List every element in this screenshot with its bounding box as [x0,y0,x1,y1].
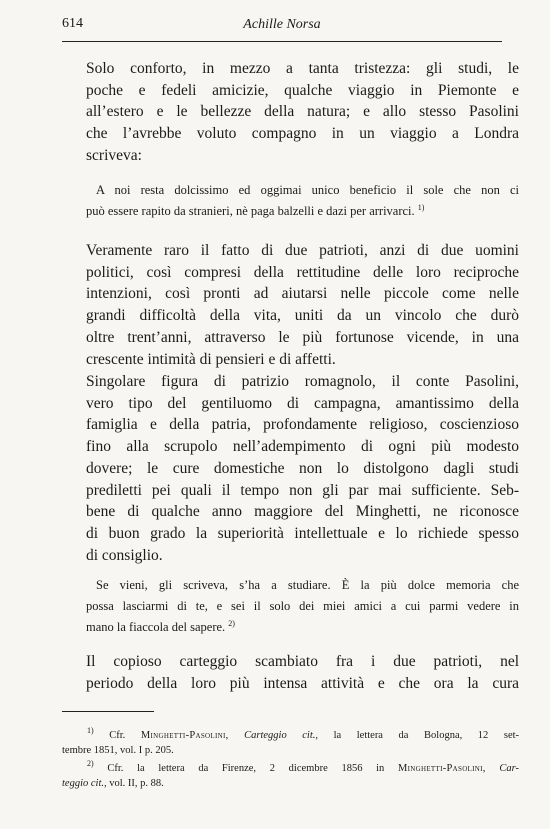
header-rule [62,41,502,42]
footnote-2-marker: 2) [87,759,94,768]
paragraph-3-line-8: di buon grado la superiorità intellettuale e lo richiede spesso [86,524,519,542]
footnote-2-continuation: vol. II, p. 88. [109,778,164,789]
paragraph-2-line-6: crescente intimità di pensieri e di affetti. [86,350,336,368]
paragraph-2-line-2: politici, così compresi della rettitudine delle loro reciproche [86,263,519,281]
quote-2-line-3: mano la fiaccola del sapere. [86,620,226,634]
paragraph-1-line-2: poche e fedeli amicizie, qualche viaggio in Piemonte e [86,81,519,99]
paragraph-3-line-4: fino alla scrupolo nell’adempimento di ogni più modesto [86,438,519,456]
quote-2-line-3-wrap [86,617,519,638]
quote-2 [86,575,519,638]
paragraph-3-line-5: dovere; le cure domestiche non lo distolgono dagli studi [86,459,519,477]
quote-1-line-1: A noi resta dolcissimo ed oggimai unico beneficio il sole che non ci [96,183,519,197]
paragraph-3-line-7: bene di qualche anno maggiore del Minghetti, ne riconosce [86,503,519,521]
footnote-marker-2: 2) [228,619,235,628]
quote-2-line-1: Se vieni, gli scriveva, s’ha a studiare. È la più dolce memoria che [96,578,519,592]
footnotes [62,728,519,791]
paragraph-2-line-3: intenzioni, così pronti ad aiutarsi nelle piccole come nelle [86,285,519,303]
footnote-2-author: Minghetti-Pasolini, [398,763,486,774]
paragraph-1-line-3: all’estero e le bellezze della natura; e allo stesso Pasolini [86,103,519,121]
paragraph-3-line-3: famiglia e della patria, profondamente religioso, coscienzioso [86,416,519,434]
paragraph-4-line-1: Il copioso carteggio scambiato fra i due patrioti, nel [86,653,519,670]
footnote-2-line-2 [62,776,519,791]
footnote-1-author: Minghetti-Pasolini, [140,730,229,741]
footnote-1-marker: 1) [87,726,94,735]
paragraph-1-line-4: che l’avrebbe voluto compagno in un viaggio a Londra [86,125,519,143]
quote-2-line-2: possa lasciarmi di te, e sei il solo dei miei amici a cui parmi vedere in [86,599,519,613]
paragraph-2-line-4: grandi difficoltà della vita, uniti da un vincolo che durò [86,307,519,325]
paragraph-3-line-9: di consiglio. [86,546,163,564]
paragraph-1-line-5: scriveva: [86,146,142,164]
paragraph-4 [86,651,519,694]
paragraph-4-line-2: periodo della loro più intensa attività e che ora la cura [86,674,519,692]
running-head: Achille Norsa [243,17,321,32]
footnote-1-line-1 [62,728,519,743]
paragraph-2-line-1: Veramente raro il fatto di due patrioti, anzi di due uomini [86,242,519,259]
paragraph-2-line-5: oltre trent’anni, attraverso le più fortunose vicende, in una [86,328,519,346]
page-number: 614 [62,16,83,31]
page-header [62,14,502,36]
paragraph-3-line-6: prediletti pei quali il tempo non gli par mai sufficiente. Seb- [86,481,519,499]
footnote-1-text: la lettera da Bologna, 12 set- [333,730,520,741]
paragraph-1-line-1: Solo conforto, in mezzo a tanta tristezza: gli studi, le [86,60,519,77]
quote-1-line-2-wrap [86,201,519,222]
footnote-2-line-1 [62,761,519,776]
quote-1 [86,180,519,222]
quote-1-line-2: può essere rapito da stranieri, nè paga balzelli e dazi per arrivarci. [86,204,415,218]
footnote-1-line-2: tembre 1851, vol. I p. 205. [62,745,174,756]
footnote-2-title: Car- [499,763,520,774]
footnote-1-title: Carteggio cit., [244,730,319,741]
footnote-2-prefix: Cfr. la lettera da Firenze, 2 dicembre 1856 in [107,763,385,774]
paragraph-3 [86,371,519,566]
footnote-1-prefix: Cfr. [109,730,126,741]
paragraph-1 [86,58,519,167]
paragraph-2 [86,240,519,370]
paragraph-3-line-2: vero tipo del gentiluomo di campagna, amantissimo della [86,394,519,412]
footnote-marker-1: 1) [417,203,425,212]
footnote-rule [62,711,154,712]
footnote-2-continuation-title: teggio cit., [62,778,107,789]
paragraph-3-line-1: Singolare figura di patrizio romagnolo, il conte Pasolini, [86,373,519,390]
